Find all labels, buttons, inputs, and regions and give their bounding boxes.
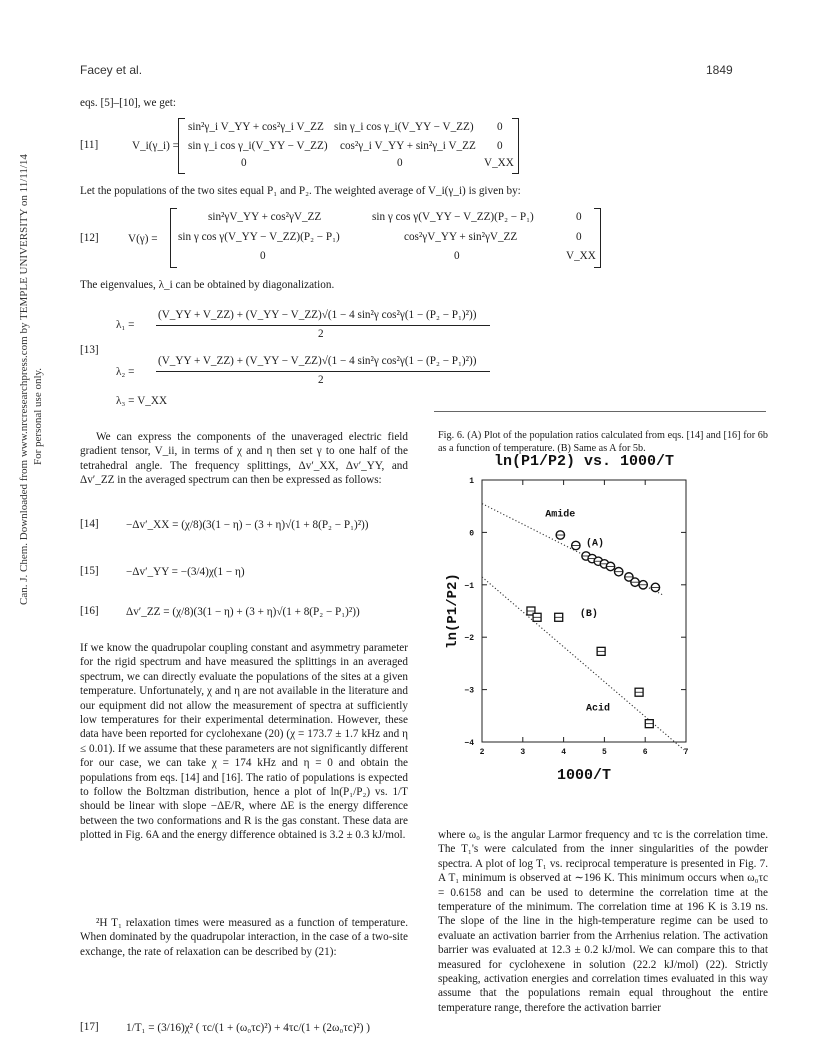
- figure-6-chart: [434, 445, 736, 810]
- chart-annotation: (A): [586, 538, 605, 550]
- eigenvalues-text: The eigenvalues, λ_i can be obtained by diagonalization.: [80, 279, 335, 291]
- x-tick-label: 4: [561, 748, 567, 757]
- eq13-l1-den: 2: [318, 328, 324, 340]
- eq11-lhs: V_i(γ_i) =: [132, 140, 179, 152]
- chart-y-axis-label: ln(P1/P2): [445, 573, 461, 649]
- running-header-authors: Facey et al.: [80, 63, 143, 77]
- eq12-m11: sin²γV_YY + cos²γV_ZZ: [208, 211, 322, 223]
- download-notice: [18, 154, 48, 605]
- intro-text: eqs. [5]–[10], we get:: [80, 97, 176, 109]
- x-tick-label: 2: [479, 748, 485, 757]
- eq11-m32: 0: [397, 157, 403, 169]
- eq12-m33: V_XX: [566, 250, 596, 262]
- eq12-m32: 0: [454, 250, 460, 262]
- eq11-m11: sin²γ_i V_YY + cos²γ_i V_ZZ: [188, 121, 324, 133]
- eq11-m22: cos²γ_i V_YY + sin²γ_i V_ZZ: [340, 140, 476, 152]
- eq12-label: [12]: [80, 232, 99, 244]
- eq11-m13: 0: [497, 121, 503, 133]
- eq11-m31: 0: [241, 157, 247, 169]
- eq12-left-bracket: [170, 208, 177, 268]
- eq11-m12: sin γ_i cos γ_i(V_YY − V_ZZ): [334, 121, 474, 133]
- eq11-m33: V_XX: [484, 157, 514, 169]
- figure-caption: Fig. 6. (A) Plot of the population ratios calculated from eqs. [14] and [16] for 6b as a function of temperature. (B) Same as A for 5b.: [438, 430, 768, 454]
- eq15-label: [15]: [80, 565, 99, 577]
- eq15-text: −Δv′_YY = −(3/4)χ(1 − η): [126, 566, 245, 578]
- chart-x-axis-label: 1000/T: [556, 767, 612, 784]
- eq12-m12: sin γ cos γ(V_YY − V_ZZ)(P₂ − P₁): [372, 211, 534, 223]
- eq12-m13: 0: [576, 211, 582, 223]
- eq16-label: [16]: [80, 605, 99, 617]
- eq12-m21: sin γ cos γ(V_YY − V_ZZ)(P₂ − P₁): [178, 231, 340, 243]
- x-tick-label: 7: [683, 748, 689, 757]
- eq16-text: Δv′_ZZ = (χ/8)(3(1 − η) + (3 + η)√(1 + 8(P₂ − P₁)²)): [126, 606, 360, 618]
- y-tick-label: 0: [469, 529, 474, 539]
- eq11-label: [11]: [80, 139, 99, 151]
- eq13-l1-fraction-bar: [156, 325, 490, 326]
- eq13-l2-fraction-bar: [156, 371, 490, 372]
- x-tick-label: 6: [642, 748, 648, 757]
- eq13-label: [13]: [80, 344, 99, 356]
- x-tick-label: 5: [601, 748, 607, 757]
- eq12-lhs: V(γ) =: [128, 233, 158, 245]
- x-tick-label: 3: [520, 748, 526, 757]
- chart-annotation: (B): [579, 609, 598, 621]
- eq13-l2-lhs: λ₂ =: [116, 366, 135, 378]
- eq12-m22: cos²γV_YY + sin²γV_ZZ: [404, 231, 518, 243]
- page-number: 1849: [706, 63, 733, 77]
- right-paragraph: where ω₀ is the angular Larmor frequency and τc is the correlation time. The T₁'s were calculated from the inner singularities of the powder spectra. A plot of log T₁ vs. reciprocal temperature is presented in Fig. 7. A T₁ minimum is observed at ∼196 K. This minimum occurs when ω₀τc = 0.6158 and can be used to determine the correlation time at the temperature of the minimum. The correlation time at 196 K is 3.19 ns. The slope of the line in the high-temperature regime can be used to evaluate an activation barrier from the Arrhenius relation. The activation barrier was evaluated at 12.3 ± 0.2 kJ/mol. We can compare this to that measured for cyclohexene in solution (22.2 kJ/mol) (22). Strictly speaking, activation energies and correlation times evaluated in this way assume that the populations remain equal throughout the entire temperature range, therefore the activation barrier: [438, 829, 768, 1014]
- y-tick-label: −3: [464, 686, 474, 696]
- eq11-m21: sin γ_i cos γ_i(V_YY − V_ZZ): [188, 140, 328, 152]
- eq13-l2-den: 2: [318, 374, 324, 386]
- eq12-m31: 0: [260, 250, 266, 262]
- eq11-left-bracket: [178, 118, 185, 174]
- download-notice-line2: For personal use only.: [31, 367, 44, 465]
- y-tick-label: −4: [464, 739, 474, 748]
- y-tick-label: −2: [464, 634, 474, 644]
- left-paragraph-3: ²H T₁ relaxation times were measured as a function of temperature. When dominated by the quadrupolar interaction, in the case of a two-site exchange, the rate of relaxation can be described by (21):: [80, 917, 408, 958]
- eq11-m23: 0: [497, 140, 503, 152]
- chart-annotation: Amide: [545, 509, 576, 521]
- left-paragraph-1: We can express the components of the unaveraged electric field gradient tensor, V_ii, in terms of χ and η then set γ to one half of the tetrahedral angle. The frequency splittings, Δv′_XX, Δv′_YY, and Δv′_ZZ in the averaged spectrum can then be expressed as follows:: [80, 431, 408, 487]
- eq13-l3: λ₃ = V_XX: [116, 395, 168, 407]
- left-paragraph-2: If we know the quadrupolar coupling constant and asymmetry parameter for the rigid spectrum and have measured the splittings in an averaged spectrum, we can directly evaluate the populations of the sites at a given temperature. Unfortunately, χ and η are not available in the literature and our equipment did not allow the measurement of spectra at sufficiently low temperatures for their experimental determination. However, these data have been reported for cyclohexane (20) (χ = 173.7 ± 1.7 kHz and η ≤ 0.01). If we assume that these parameters are not significantly different for our case, we can take χ = 174 kHz and η = 0 and obtain the populations from eqs. [14] and [16]. The ratio of populations is expected to follow the Boltzman distribution, hence a plot of ln(P₁/P₂) vs. 1/T should be linear with slope −ΔE/R, where ΔE is the energy difference between the two conformations and R is the gas constant. These data are plotted in Fig. 6A and the energy difference obtained is 3.2 ± 0.3 kJ/mol.: [80, 642, 408, 842]
- eq13-l1-lhs: λ₁ =: [116, 319, 135, 331]
- column-rule: [434, 411, 766, 412]
- eq14-label: [14]: [80, 518, 99, 530]
- eq17-text: 1/T₁ = (3/16)χ² ( τc/(1 + (ω₀τc)²) + 4τc/(1 + (2ω₀τc)²) ): [126, 1022, 371, 1034]
- weighted-average-text: Let the populations of the two sites equal P₁ and P₂. The weighted average of V_i(γ_i) is given by:: [80, 185, 521, 197]
- y-tick-label: 1: [469, 477, 474, 486]
- eq17-label: [17]: [80, 1021, 99, 1033]
- chart-annotation: Acid: [586, 703, 611, 715]
- eq13-l2-num: (V_YY + V_ZZ) + (V_YY − V_ZZ)√(1 − 4 sin²γ cos²γ(1 − (P₂ − P₁)²)): [158, 355, 477, 367]
- eq12-m23: 0: [576, 231, 582, 243]
- download-notice-line1: Can. J. Chem. Downloaded from www.nrcresearchpress.com by TEMPLE UNIVERSITY on 11/11/14: [18, 154, 30, 605]
- eq13-l1-num: (V_YY + V_ZZ) + (V_YY − V_ZZ)√(1 − 4 sin²γ cos²γ(1 − (P₂ − P₁)²)): [158, 309, 477, 321]
- chart-title: ln(P1/P2) vs. 1000/T: [493, 453, 675, 470]
- eq14-text: −Δv′_XX = (χ/8)(3(1 − η) − (3 + η)√(1 + 8(P₂ − P₁)²)): [126, 519, 369, 531]
- chart-svg: [434, 445, 736, 810]
- y-tick-label: −1: [464, 581, 474, 591]
